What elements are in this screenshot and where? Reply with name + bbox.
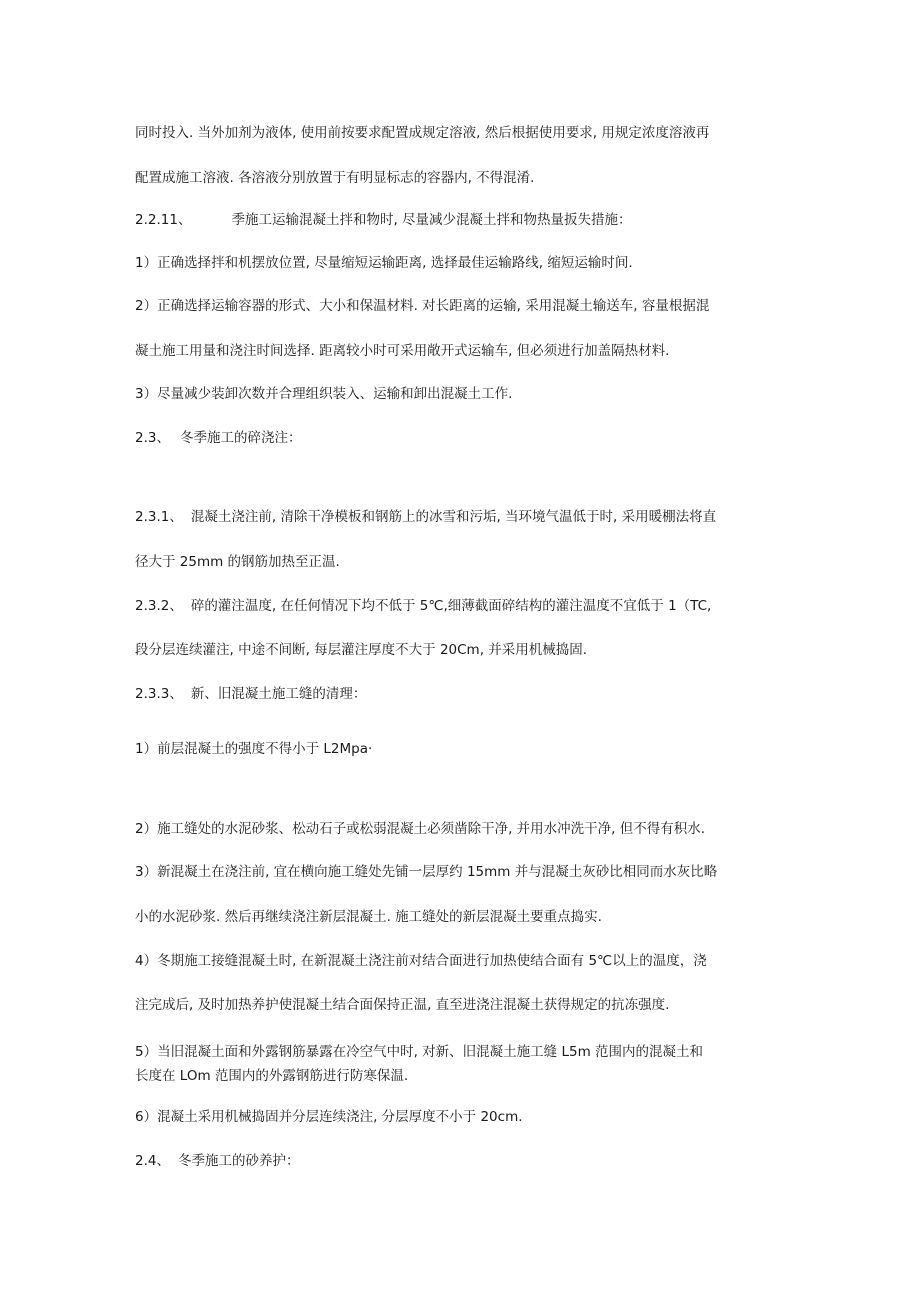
section-number: 2.3、: [135, 430, 170, 446]
section-text: 碎的灌注温度, 在任何情况下均不低于 5℃,细薄截面碎结构的灌注温度不宜低于 1（TC,: [190, 598, 712, 614]
line-text: 2）施工缝处的水泥砂浆、松动石子或松弱混凝土必须凿除干净, 并用水冲洗干净, 但不得有积水.: [135, 821, 706, 837]
list-item: [135, 820, 705, 838]
line-text: 凝土施工用量和浇注时间选择. 距离较小时可采用敞开式运输车, 但必须进行加盖隔热材料.: [135, 343, 670, 359]
paragraph-line: [135, 641, 587, 659]
line-text: 3）尽量减少装卸次数并合理组织装入、运输和卸出混凝土工作.: [135, 386, 513, 402]
paragraph-line: [135, 169, 534, 187]
paragraph-line: [135, 553, 340, 571]
section-text: 混凝土浇注前, 清除干净模板和钢筋上的冰雪和污垢, 当环境气温低于时, 采用暖棚法将直: [190, 509, 717, 525]
section-heading: [135, 597, 711, 615]
section-number: 2.4、: [135, 1153, 170, 1169]
paragraph-line: [135, 908, 602, 926]
section-number: 2.2.11、: [135, 212, 192, 228]
section-number: 2.3.1、: [135, 509, 183, 525]
line-text: 6）混凝土采用机械捣固并分层连续浇注, 分层厚度不小于 20cm.: [135, 1109, 523, 1125]
paragraph-line: [135, 124, 709, 142]
line-text: 1）正确选择拌和机摆放位置, 尽量缩短运输距离, 选择最佳运输路线, 缩短运输时间.: [135, 255, 633, 271]
section-number: 2.3.2、: [135, 598, 183, 614]
list-item: [135, 863, 717, 881]
section-heading: [135, 685, 366, 703]
line-text: 配置成施工溶液. 各溶液分别放置于有明显标志的容器内, 不得混淆.: [135, 170, 535, 186]
line-text: 长度在 LOm 范围内的外露钢筋进行防寒保温.: [135, 1068, 409, 1084]
list-item: [135, 385, 512, 403]
section-title: 冬季施工的碎浇注：: [179, 430, 302, 446]
line-text: 3）新混凝土在浇注前, 宜在横向施工缝处先铺一层厚约 15mm 并与混凝土灰砂比相同而水灰比略: [135, 864, 718, 880]
list-item: [135, 254, 633, 272]
section-title: 冬季施工的砂养护：: [177, 1153, 300, 1169]
list-item: [135, 1108, 523, 1126]
line-text: 同时投入. 当外加剂为液体, 使用前按要求配置成规定溶液, 然后根据使用要求, 用规定浓度溶液再: [135, 125, 710, 141]
line-text: 径大于 25mm 的钢筋加热至正温.: [135, 554, 340, 570]
line-text: 小的水泥砂浆. 然后再继续浇注新层混凝土. 施工缝处的新层混凝土要重点捣实.: [135, 909, 602, 925]
paragraph-line: [135, 1067, 408, 1085]
list-item: [135, 952, 707, 970]
line-text: 5）当旧混凝土面和外露钢筋暴露在冷空气中时, 对新、旧混凝土施工缝 L5m 范围内的混凝土和: [135, 1044, 704, 1060]
line-text: 4）冬期施工接缝混凝土时, 在新混凝土浇注前对结合面进行加热使结合面有 5℃以上的温度，浇: [135, 953, 707, 969]
section-title: 新、旧混凝土施工缝的清理：: [190, 686, 367, 702]
list-item: [135, 740, 372, 758]
paragraph-line: [135, 996, 669, 1014]
line-text: 注完成后, 及时加热养护使混凝土结合面保持正温, 直至进浇注混凝土获得规定的抗冻强度.: [135, 997, 670, 1013]
section-heading: [135, 1152, 299, 1170]
section-heading: [135, 508, 716, 526]
line-text: 1）前层混凝土的强度不得小于 L2Mpa·: [135, 741, 373, 757]
line-text: 2）正确选择运输容器的形式、大小和保温材料. 对长距离的运输, 采用混凝土输送车, 容量根据混: [135, 298, 710, 314]
section-heading: [135, 211, 632, 229]
paragraph-line: [135, 342, 669, 360]
list-item: [135, 1043, 703, 1061]
section-title: 季施工运输混凝土拌和物时, 尽量减少混凝土拌和物热量扳失措施：: [231, 212, 632, 228]
section-number: 2.3.3、: [135, 686, 183, 702]
line-text: 段分层连续灌注, 中途不间断, 每层灌注厚度不大于 20Cm, 并采用机械捣固.: [135, 642, 588, 658]
section-heading: [135, 429, 301, 447]
list-item: [135, 297, 709, 315]
